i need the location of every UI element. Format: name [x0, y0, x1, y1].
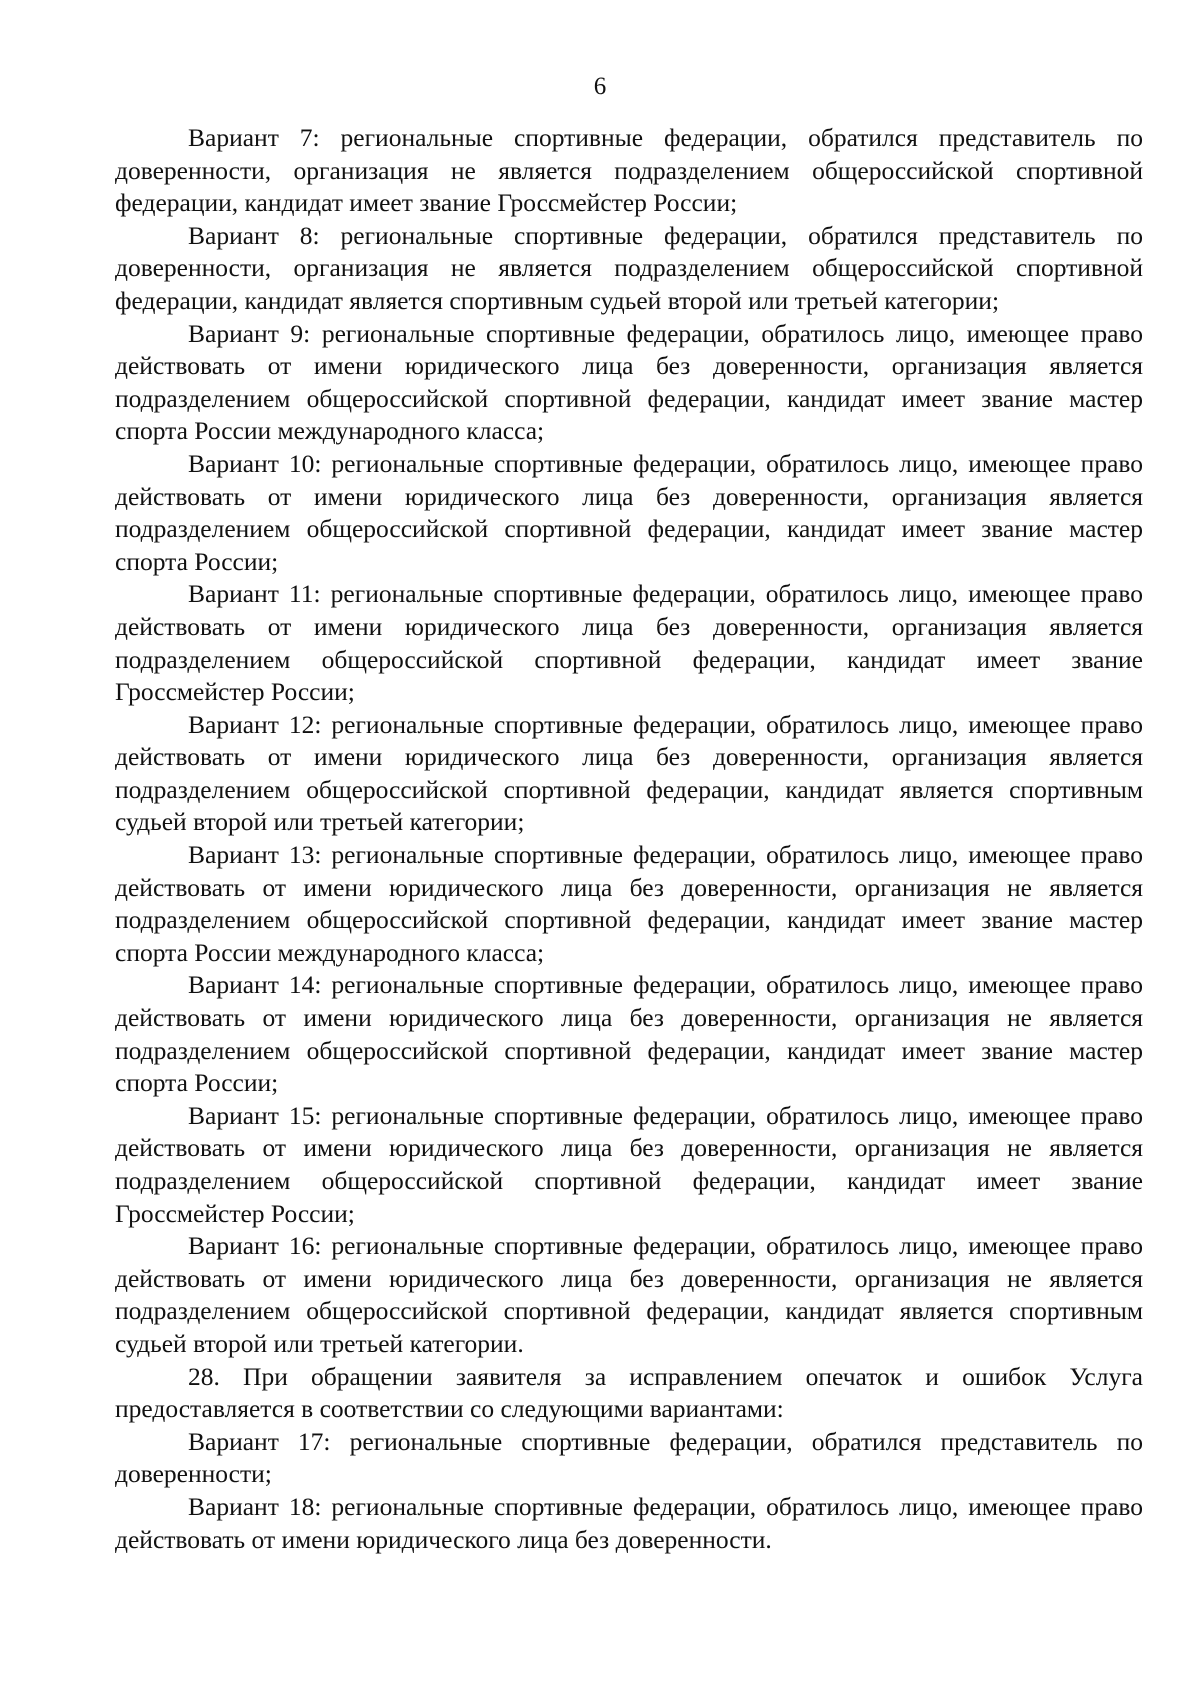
paragraph-variant-7: Вариант 7: региональные спортивные федерации, обратился представитель по доверенности, организация не является подразделением общероссийской спортивной федерации, кандидат имеет звание Гроссмейстер России;	[115, 123, 1143, 218]
paragraph-item-28: 28. При обращении заявителя за исправлением опечаток и ошибок Услуга предоставляется в соответствии со следующими вариантами:	[115, 1361, 1143, 1424]
document-body	[115, 122, 1143, 1556]
paragraph-variant-9: Вариант 9: региональные спортивные федерации, обратилось лицо, имеющее право действовать от имени юридического лица без доверенности, организация является подразделением общероссийской спортивной федерации, кандидат имеет звание мастер спорта России международного класса;	[115, 318, 1143, 446]
page-number: 6	[593, 73, 607, 100]
paragraph-variant-8: Вариант 8: региональные спортивные федерации, обратился представитель по доверенности, организация не является подразделением общероссийской спортивной федерации, кандидат является спортивным судьей второй или третьей категории;	[115, 220, 1143, 315]
paragraph-variant-11: Вариант 11: региональные спортивные федерации, обратилось лицо, имеющее право действовать от имени юридического лица без доверенности, организация является подразделением общероссийской спортивной федерации, кандидат имеет звание Гроссмейстер России;	[115, 579, 1143, 707]
paragraph-variant-17: Вариант 17: региональные спортивные федерации, обратился представитель по доверенности;	[115, 1426, 1143, 1489]
paragraph-variant-10: Вариант 10: региональные спортивные федерации, обратилось лицо, имеющее право действовать от имени юридического лица без доверенности, организация является подразделением общероссийской спортивной федерации, кандидат имеет звание мастер спорта России;	[115, 448, 1143, 576]
paragraph-variant-16: Вариант 16: региональные спортивные федерации, обратилось лицо, имеющее право действовать от имени юридического лица без доверенности, организация не является подразделением общероссийской спортивной федерации, кандидат является спортивным судьей второй или третьей категории.	[115, 1231, 1143, 1358]
paragraph-variant-13: Вариант 13: региональные спортивные федерации, обратилось лицо, имеющее право действовать от имени юридического лица без доверенности, организация не является подразделением общероссийской спортивной федерации, кандидат имеет звание мастер спорта России международного класса;	[115, 840, 1143, 967]
paragraph-variant-15: Вариант 15: региональные спортивные федерации, обратилось лицо, имеющее право действовать от имени юридического лица без доверенности, организация не является подразделением общероссийской спортивной федерации, кандидат имеет звание Гроссмейстер России;	[115, 1100, 1143, 1228]
paragraph-variant-14: Вариант 14: региональные спортивные федерации, обратилось лицо, имеющее право действовать от имени юридического лица без доверенности, организация не является подразделением общероссийской спортивной федерации, кандидат имеет звание мастер спорта России;	[115, 970, 1143, 1098]
paragraph-variant-18: Вариант 18: региональные спортивные федерации, обратилось лицо, имеющее право действовать от имени юридического лица без доверенности.	[115, 1491, 1143, 1554]
paragraph-variant-12: Вариант 12: региональные спортивные федерации, обратилось лицо, имеющее право действовать от имени юридического лица без доверенности, организация является подразделением общероссийской спортивной федерации, кандидат является спортивным судьей второй или третьей категории;	[115, 709, 1143, 837]
